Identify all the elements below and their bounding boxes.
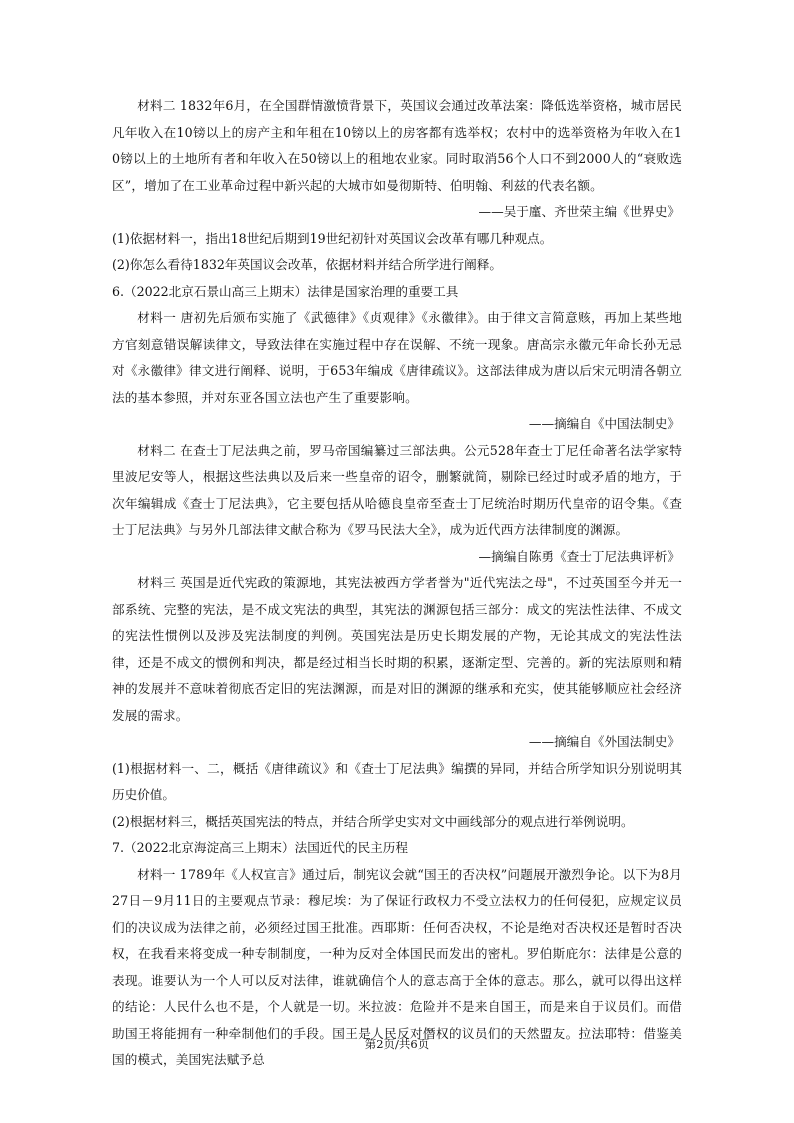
q6-material2: 材料二 在查士丁尼法典之前，罗马帝国编纂过三部法典。公元528年查士丁尼任命著名法学家特里波尼安等人，根据这些法典以及后来一些皇帝的诏令，删繁就简，剔除已经过时或矛盾的地方，于次年编辑成《查士丁尼法典》，它主要包括从哈德良皇帝至查士丁尼统治时期历代皇帝的诏令集。《查士丁尼法典》与另外几部法律文献合称为《罗马民法大全》，成为近代西方法律制度的渊源。 — [112, 442, 682, 537]
q6-material3-source: ——摘编自《外国法制史》 — [528, 734, 680, 749]
q5-material2: 材料二 1832年6月，在全国群情激愤背景下，英国议会通过改革法案：降低选举资格，城市居民凡年收入在10镑以上的房产主和年租在10镑以上的房客都有选举权；农村中的选举资格为年收入在10镑以上的土地所有者和年收入在50镑以上的租地农业家。同时取消56个人口不到2000人的“衰败选区”，增加了在工业革命过程中新兴起的大城市如曼彻斯特、伯明翰、利兹的代表名额。 — [112, 98, 682, 193]
q5-question1: (1)依据材料一，指出18世纪后期到19世纪初针对英国议会改革有哪几种观点。 — [112, 230, 553, 246]
q7-header: 7.（2022北京海淀高三上期末）法国近代的民主历程 — [112, 840, 408, 855]
q6-material2-source: —摘编自陈勇《查士丁尼法典评析》 — [478, 548, 680, 564]
page-number-footer: 第2页/共6页 — [364, 1037, 430, 1051]
q7-material1: 材料一 1789年《人权宣言》通过后，制宪议会就“国王的否决权”问题展开激烈争论。以下为8月27日－9月11日的主要观点节录：穆尼埃：为了保证行政权力不受立法权力的任何侵犯，应规定议员们的决议成为法律之前，必须经过国王批准。西耶斯：任何否决权，不论是绝对否决权还是暂时否决权，在我看来将变成一种专制制度，一种为反对全体国民而发出的密札。罗伯斯庇尔：法律是公意的表现。谁要认为一个人可以反对法律，谁就确信个人的意志高于全体的意志。那么，就可以得出这样的结论：人民什么也不是，个人就是一切。米拉波：危险并不是来自国王，而是来自于议员们。而借助国王将能拥有一种牵制他们的手段。国王是人民反对僭权的议员们的天然盟友。拉法耶特：借鉴美国的模式，美国宪法赋予总 — [112, 866, 682, 1067]
q5-question2: (2)你怎么看待1832年英国议会改革，依据材料并结合所学进行阐释。 — [112, 257, 502, 272]
q5-material2-source: ——吴于廑、齐世荣主编《世界史》 — [478, 204, 680, 219]
q6-header: 6.（2022北京石景山高三上期末）法律是国家治理的重要工具 — [112, 283, 459, 299]
q6-material1-source: ——摘编自《中国法制史》 — [528, 416, 680, 431]
q6-material3: 材料三 英国是近代宪政的策源地，其宪法被西方学者誉为"近代宪法之母"，不过英国至今并无一部系统、完整的宪法，是不成文宪法的典型，其宪法的渊源包括三部分：成文的宪法性法律、不成文的宪法性惯例以及涉及宪法制度的判例。英国宪法是历史长期发展的产物，无论其成文的宪法性法律，还是不成文的惯例和判决，都是经过相当长时期的积累，逐渐定型、完善的。新的宪法原则和精神的发展并不意味着彻底否定旧的宪法渊源，而是对旧的渊源的继承和充实，使其能够顺应社会经济发展的需求。 — [112, 575, 682, 723]
page-content — [112, 93, 682, 1074]
q6-question2: (2)根据材料三，概括英国宪法的特点，并结合所学史实对文中画线部分的观点进行举例说明。 — [112, 813, 634, 829]
q6-question1: (1)根据材料一、二，概括《唐律疏议》和《查士丁尼法典》编撰的异同，并结合所学知识分别说明其历史价值。 — [112, 760, 682, 802]
q6-material1: 材料一 唐初先后颁布实施了《武德律》《贞观律》《永徽律》。由于律文言简意赅，再加上某些地方官刻意错误解读律文，导致法律在实施过程中存在误解、不统一现象。唐高宗永徽元年命长孙无忌对《永徽律》律文进行阐释、说明，于653年编成《唐律疏议》。这部法律成为唐以后宋元明清各朝立法的基本参照，并对东亚各国立法也产生了重要影响。 — [112, 310, 682, 405]
